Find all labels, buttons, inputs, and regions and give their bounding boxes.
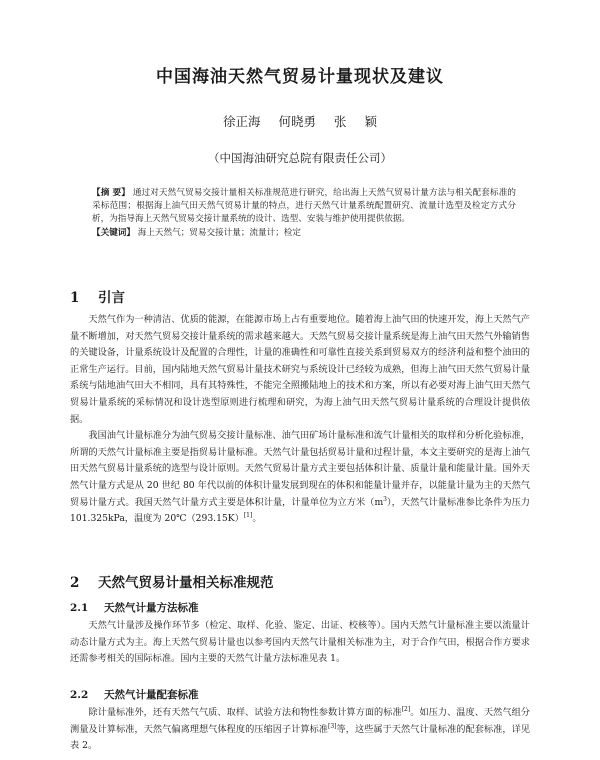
- section-1-p2-text-b: ），天然气计量标准参比条件为压力 101.325kPa，温度为 20℃（293.15K）: [70, 496, 530, 525]
- subsection-2-2-heading: [70, 687, 199, 702]
- abstract-block: [92, 187, 516, 240]
- section-2-heading: [70, 571, 274, 591]
- subsection-2-2-body: [70, 705, 530, 755]
- section-1-p2-end: 。: [252, 513, 262, 525]
- subsection-2-2-number: 2.2: [70, 689, 89, 701]
- section-1-body: [70, 312, 530, 528]
- section-1-number: 1: [70, 290, 80, 306]
- superscript-3: 3: [383, 495, 387, 503]
- subsection-2-1-heading: [70, 600, 199, 615]
- section-1-paragraph-1: 天然气作为一种清洁、优质的能源，在能源市场上占有重要地位。随着海上油气田的快速开发，海上天然气产量不断增加，对天然气贸易交接计量系统的需求越来越大。天然气贸易交接计量系统是海上油气田天然气外输销售的关键设备，计量系统设计及配置的合理性，计量的准确性和可靠性直接关系到贸易双方的经济利益和整个油田的正常生产运行。目前，国内陆地天然气贸易计量技术研究与系统设计已经较为成熟，但海上油气田天然气贸易计量系统与陆地油气田大不相同，具有其特殊性，不能完全照搬陆地上的技术和方案，所以有必要对海上油气田天然气贸易计量系统的采标情况和设计选型原则进行梳理和研究，为海上油气田天然气贸易计量系统的合理设计提供依据。: [70, 314, 530, 425]
- section-1-heading: [70, 286, 125, 306]
- subsection-2-2-title: 天然气计量配套标准: [104, 689, 199, 701]
- section-1-p2-text-a: 我国油气计量标准分为油气贸易交接计量标准、油气田矿场计量标准和流气计量相关的取样和分析化验标准，所谓的天然气计量标准主要是指贸易计量标准。天然气计量包括贸易计量和过程计量，本文主要研究的是海上油气田天然气贸易计量系统的选型与设计原则。天然气贸易计量方式主要包括体积计量、质量计量和能量计量。国外天然气计量方式是从 20 世纪 80 年代以前的体积计量发展到现在的体积和能量计量并存，以能量计量为主的天然气贸易计量方式。我国天然气计量方式主要是体积计量，计量单位为立方米（m: [70, 430, 530, 508]
- abstract-paragraph: [92, 187, 516, 226]
- paper-title: 中国海油天然气贸易计量现状及建议: [156, 67, 444, 87]
- section-1-paragraph-2: [70, 428, 530, 528]
- paper-affiliation: （中国海油研究总院有限责任公司）: [208, 151, 392, 165]
- subsection-2-2-paragraph: [70, 705, 530, 755]
- citation-3: [3]: [328, 722, 337, 730]
- citation-1: [1]: [243, 512, 253, 520]
- subsection-2-1-title: 天然气计量方法标准: [104, 602, 199, 614]
- subsection-2-2-text-a: 除计量标准外，还有天然气气质、取样、试验方法和物性参数计算方面的标准: [88, 707, 402, 718]
- subsection-2-1-body: [70, 618, 530, 668]
- subsection-2-2-text-b: 。如压力、温度、天然气组分测量及计算标准，天然气偏离理想气体程度的压缩因子计算标准: [70, 707, 530, 735]
- keywords-text: 海上天然气；贸易交接计量；流量计；检定: [137, 228, 302, 238]
- section-2-number: 2: [70, 575, 80, 591]
- subsection-2-1-paragraph: 天然气计量涉及操作环节多（检定、取样、化验、鉴定、出证、校核等）。国内天然气计量标准主要以流量计动态计量方式为主。海上天然气贸易计量也以参考国内天然气计量相关标准为主，对于合作气田，根据合作方要求还需参考相关的国际标准。国内主要的天然气计量方法标准见表 1。: [70, 620, 530, 665]
- abstract-label: 【摘 要】: [92, 188, 130, 198]
- citation-2: [2]: [401, 706, 411, 713]
- paper-authors: 徐正海 何晓勇 张 颖: [223, 114, 377, 129]
- subsection-2-2-text-c: 等，这些属于天然气计量标准的配套标准，详见表 2。: [70, 723, 530, 752]
- section-2-title: 天然气贸易计量相关标准规范: [98, 575, 274, 591]
- section-1-title: 引言: [98, 290, 125, 306]
- abstract-text: 通过对天然气贸易交接计量相关标准规范进行研究，给出海上天然气贸易计量方法与相关配套标准的采标范围；根据海上油气田天然气贸易计量的特点，进行天然气计量系统配置研究、流量计选型及检定方式分析，为指导海上天然气贸易交接计量系统的设计、选型、安装与维护使用提供依据。: [92, 188, 517, 224]
- keywords-paragraph: [92, 227, 516, 240]
- keywords-label: 【关键词】: [92, 228, 135, 238]
- subsection-2-1-number: 2.1: [70, 602, 89, 614]
